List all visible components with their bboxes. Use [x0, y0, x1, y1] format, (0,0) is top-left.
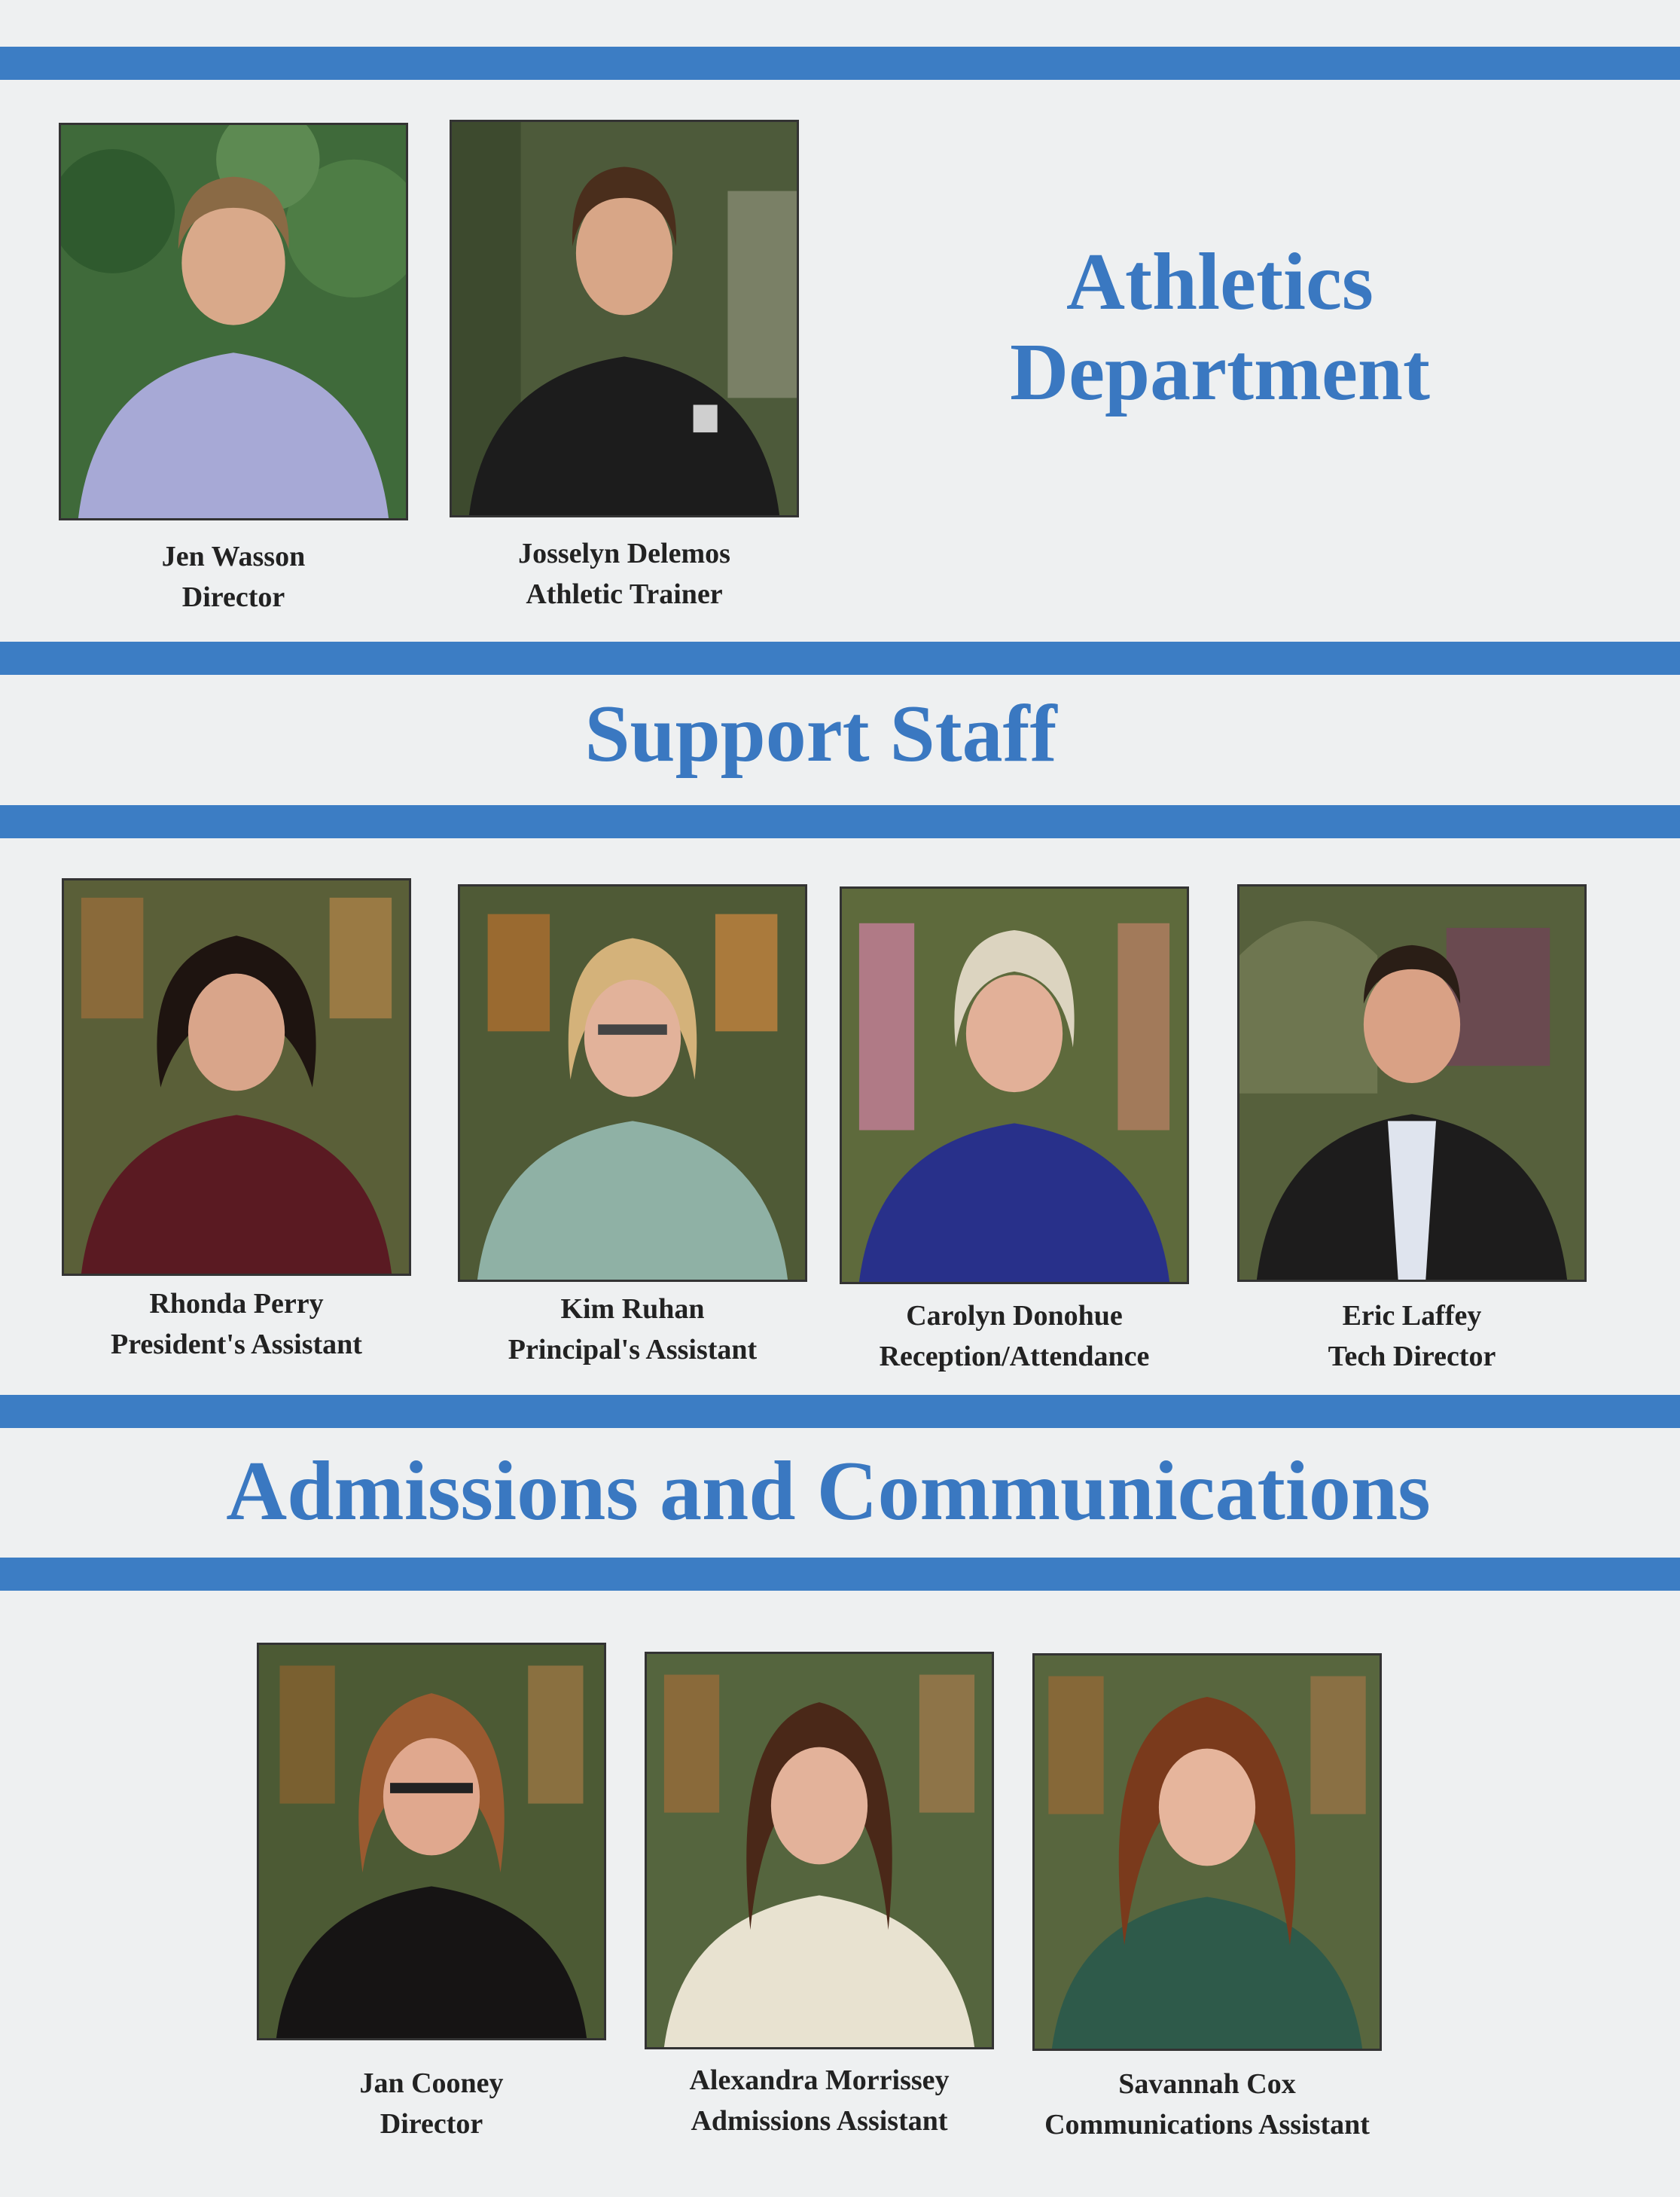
- staff-name: Rhonda Perry: [149, 1288, 324, 1320]
- staff-name: Jen Wasson: [161, 541, 306, 572]
- divider-stripe-top: [0, 47, 1680, 80]
- staff-caption-rhonda-perry: [86, 1283, 387, 1365]
- support-staff-title: Support Staff: [584, 689, 1057, 779]
- staff-caption-eric-laffey: [1261, 1295, 1563, 1377]
- staff-name: Eric Laffey: [1342, 1300, 1482, 1332]
- staff-photo-jan-cooney: [257, 1643, 606, 2040]
- divider-stripe-admissions-top: [0, 1395, 1680, 1428]
- staff-role: Tech Director: [1328, 1341, 1496, 1372]
- staff-role: Principal's Assistant: [508, 1334, 758, 1365]
- staff-name: Alexandra Morrissey: [689, 2064, 950, 2096]
- staff-caption-carolyn-donohue: [864, 1295, 1165, 1377]
- staff-role: Athletic Trainer: [526, 578, 723, 610]
- staff-name: Kim Ruhan: [560, 1293, 705, 1325]
- staff-role: President's Assistant: [111, 1329, 362, 1360]
- staff-role: Director: [380, 2108, 483, 2140]
- staff-name: Carolyn Donohue: [906, 1300, 1123, 1332]
- staff-caption-kim-ruhan: [482, 1289, 783, 1370]
- staff-photo-eric-laffey: [1237, 884, 1587, 1282]
- admissions-title: Admissions and Communications: [226, 1445, 1431, 1538]
- staff-photo-savannah-cox: [1032, 1653, 1382, 2051]
- staff-caption-alexandra-morrissey: [669, 2060, 970, 2141]
- staff-name: Josselyn Delemos: [518, 538, 730, 569]
- portrait-image: [1035, 1655, 1380, 2049]
- athletics-title-line2: Department: [1010, 328, 1430, 417]
- athletics-title-line1: Athletics: [1066, 237, 1374, 327]
- staff-photo-carolyn-donohue: [840, 886, 1189, 1284]
- staff-photo-josselyn-delemos: [450, 120, 799, 517]
- staff-photo-kim-ruhan: [458, 884, 807, 1282]
- staff-caption-savannah-cox: [1019, 2064, 1395, 2145]
- portrait-image: [452, 122, 797, 515]
- staff-photo-rhonda-perry: [62, 878, 411, 1276]
- portrait-image: [64, 880, 409, 1274]
- divider-stripe-admissions-bottom: [0, 1558, 1680, 1591]
- divider-stripe-athletics-bottom: [0, 642, 1680, 675]
- portrait-image: [1239, 886, 1584, 1280]
- staff-name: Savannah Cox: [1118, 2068, 1296, 2100]
- portrait-image: [647, 1654, 992, 2047]
- staff-role: Director: [181, 581, 285, 613]
- staff-role: Admissions Assistant: [691, 2105, 948, 2137]
- staff-photo-alexandra-morrissey: [645, 1652, 994, 2049]
- portrait-image: [61, 125, 406, 518]
- staff-role: Communications Assistant: [1044, 2109, 1370, 2141]
- staff-name: Jan Cooney: [359, 2067, 504, 2099]
- staff-photo-jen-wasson: [59, 123, 408, 520]
- divider-stripe-support-bottom: [0, 805, 1680, 838]
- staff-role: Reception/Attendance: [879, 1341, 1150, 1372]
- staff-caption-jen-wasson: [83, 536, 384, 618]
- portrait-image: [259, 1645, 604, 2038]
- athletics-title: [934, 237, 1506, 418]
- staff-caption-jan-cooney: [281, 2063, 582, 2144]
- staff-caption-josselyn-delemos: [474, 533, 775, 615]
- portrait-image: [842, 889, 1187, 1282]
- portrait-image: [460, 886, 805, 1280]
